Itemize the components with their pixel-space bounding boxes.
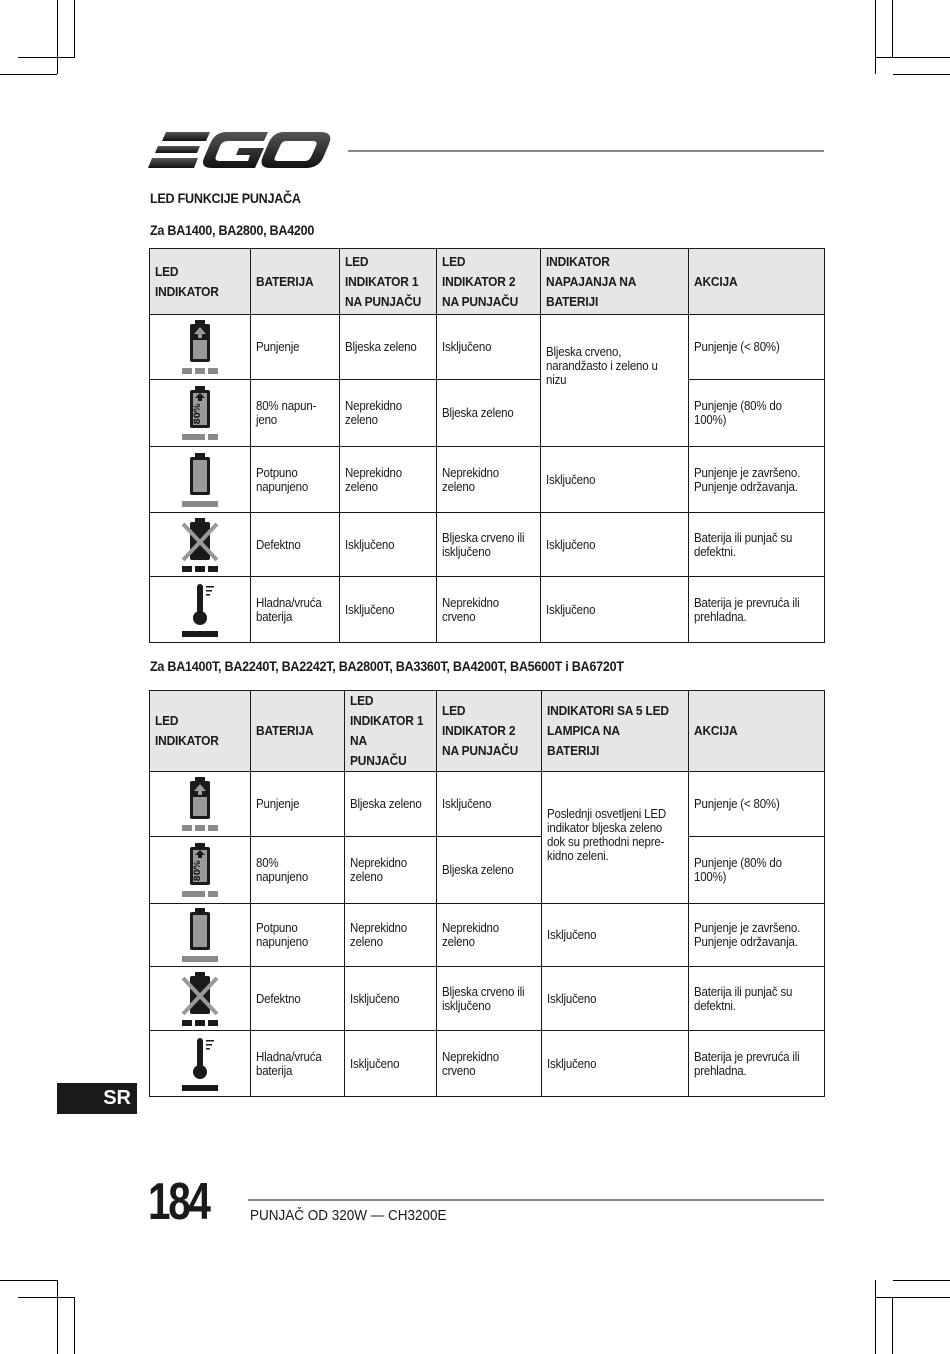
akcija-cell: Punjenje (80% do 100%)	[694, 856, 782, 884]
led2-cell: Neprekidno zeleno	[442, 465, 499, 494]
led1-cell: Neprekidno zeleno	[350, 856, 407, 884]
led2-cell: Neprekidno zeleno	[442, 921, 499, 949]
table-row	[150, 380, 825, 447]
section-title-1: Za BA1400, BA2800, BA4200	[150, 222, 315, 238]
baterija-cell: Defektno	[256, 991, 301, 1006]
baterija-cell: Defektno	[256, 537, 301, 552]
led1-cell: Neprekidno zeleno	[345, 465, 402, 494]
page-number: 184	[148, 1173, 209, 1231]
baterija-cell: Potpuno napunjeno	[256, 921, 309, 949]
led2-cell: Bljeska zeleno	[442, 406, 514, 420]
led2-cell: Neprekidno crveno	[442, 595, 499, 624]
battery-charging-icon	[175, 318, 225, 376]
baterija-cell: Hladna/vruća baterija	[256, 1049, 322, 1078]
footer-text: PUNJAČ OD 320W — CH3200E	[250, 1207, 447, 1224]
table-row	[150, 837, 825, 904]
header-led-indikator: LED INDIKATOR	[150, 249, 251, 315]
crop-mark	[893, 1280, 950, 1281]
language-tab: SR	[57, 1083, 137, 1114]
akcija-cell: Punjenje (< 80%)	[694, 797, 780, 811]
table-header-row	[150, 691, 825, 772]
crop-mark	[57, 1280, 58, 1354]
table-row	[150, 1031, 825, 1097]
indikator-cell: Isključeno	[546, 472, 596, 487]
crop-mark	[0, 1280, 57, 1281]
svg-text:80%: 80%	[193, 403, 203, 425]
crop-mark	[57, 0, 58, 74]
battery-defective-icon	[175, 516, 225, 574]
indikator-merged-cell: Bljeska crveno, narandžasto i zeleno u nizu	[546, 344, 658, 387]
baterija-cell: 80% napunjeno	[256, 856, 309, 884]
battery-charging-icon	[175, 775, 225, 833]
baterija-cell: Potpuno napunjeno	[256, 465, 309, 494]
header-led1: LED INDIKATOR 1 NA PUNJAČU	[345, 691, 437, 772]
header-baterija: BATERIJA	[251, 691, 345, 772]
led1-cell: Isključeno	[350, 1056, 400, 1071]
led1-cell: Isključeno	[345, 537, 395, 552]
table-row	[150, 904, 825, 967]
crop-mark	[875, 1297, 950, 1298]
crop-mark	[74, 1297, 75, 1354]
crop-mark	[74, 0, 75, 57]
crop-mark	[18, 1297, 75, 1298]
crop-mark	[875, 1280, 876, 1354]
led1-cell: Neprekidno zeleno	[345, 399, 402, 427]
baterija-cell: Punjenje	[256, 797, 300, 811]
battery-full-icon	[175, 451, 225, 509]
table-row	[150, 513, 825, 577]
baterija-cell: 80% napun-jeno	[256, 399, 317, 427]
led1-cell: Neprekidno zeleno	[350, 921, 407, 949]
crop-mark	[0, 74, 57, 75]
header-led1: LED INDIKATOR 1 NA PUNJAČU	[340, 249, 437, 315]
battery-defective-icon	[175, 970, 225, 1028]
header-baterija: BATERIJA	[251, 249, 340, 315]
indikator-cell: Isključeno	[547, 928, 597, 942]
indikator-cell: Isključeno	[546, 537, 596, 552]
led-table-2	[149, 690, 825, 1097]
battery-80-percent-icon	[175, 384, 225, 442]
akcija-cell: Baterija je prevruća ili prehladna.	[694, 1049, 800, 1078]
crop-mark	[875, 0, 876, 74]
akcija-cell: Baterija je prevruća ili prehladna.	[694, 595, 800, 624]
led1-cell: Isključeno	[350, 991, 400, 1006]
table-header-row	[150, 249, 825, 315]
svg-text:80%: 80%	[193, 860, 203, 882]
header-indikator: INDIKATOR NAPAJANJA NA BATERIJI	[541, 249, 689, 315]
table-row	[150, 772, 825, 837]
footer-rule	[248, 1199, 824, 1201]
baterija-cell: Hladna/vruća baterija	[256, 595, 322, 624]
header-akcija: AKCIJA	[689, 691, 825, 772]
crop-mark	[892, 1297, 893, 1354]
section-title-2: Za BA1400T, BA2240T, BA2242T, BA2800T, BA3360T, BA4200T, BA5600T i BA6720T	[150, 658, 624, 674]
header-led2: LED INDIKATOR 2 NA PUNJAČU	[437, 691, 542, 772]
akcija-cell: Baterija ili punjač su defektni.	[694, 984, 793, 1013]
crop-mark	[892, 0, 893, 57]
table-row	[150, 447, 825, 513]
crop-mark	[893, 74, 950, 75]
baterija-cell: Punjenje	[256, 340, 300, 354]
table-row	[150, 967, 825, 1031]
akcija-cell: Punjenje je završeno. Punjenje održavanja.	[694, 465, 801, 494]
page-title: LED FUNKCIJE PUNJAČA	[150, 190, 301, 206]
thermometer-icon	[175, 1035, 225, 1093]
indikator-cell: Isključeno	[547, 1056, 597, 1071]
led-table-1	[149, 248, 825, 643]
akcija-cell: Punjenje (80% do 100%)	[694, 399, 782, 427]
header-akcija: AKCIJA	[689, 249, 825, 315]
led1-cell: Bljeska zeleno	[350, 797, 422, 811]
led1-cell: Bljeska zeleno	[345, 340, 417, 354]
akcija-cell: Punjenje (< 80%)	[694, 340, 780, 354]
battery-full-icon	[175, 906, 225, 964]
crop-mark	[875, 57, 950, 58]
indikator-merged-cell: Poslednji osvetljeni LED indikator bljeska zeleno dok su prethodni nepre-kidno zeleni.	[547, 806, 666, 863]
header-rule	[348, 150, 824, 152]
thermometer-icon	[175, 581, 225, 639]
crop-mark	[18, 57, 75, 58]
ego-logo	[148, 128, 332, 172]
led2-cell: Isključeno	[442, 797, 492, 811]
indikator-cell: Isključeno	[547, 991, 597, 1006]
akcija-cell: Baterija ili punjač su defektni.	[694, 530, 793, 559]
header-indikator: INDIKATORI SA 5 LED LAMPICA NA BATERIJI	[542, 691, 689, 772]
led2-cell: Bljeska crveno ili isključeno	[442, 984, 525, 1013]
header-led2: LED INDIKATOR 2 NA PUNJAČU	[437, 249, 541, 315]
akcija-cell: Punjenje je završeno. Punjenje održavanja.	[694, 921, 801, 949]
header-led-indikator: LED INDIKATOR	[150, 691, 251, 772]
led2-cell: Bljeska crveno ili isključeno	[442, 530, 525, 559]
table-row	[150, 577, 825, 643]
led2-cell: Neprekidno crveno	[442, 1049, 499, 1078]
led2-cell: Isključeno	[442, 340, 492, 354]
table-row	[150, 315, 825, 380]
led2-cell: Bljeska zeleno	[442, 863, 514, 877]
battery-80-percent-icon	[175, 841, 225, 899]
led1-cell: Isključeno	[345, 602, 395, 617]
indikator-cell: Isključeno	[546, 602, 596, 617]
